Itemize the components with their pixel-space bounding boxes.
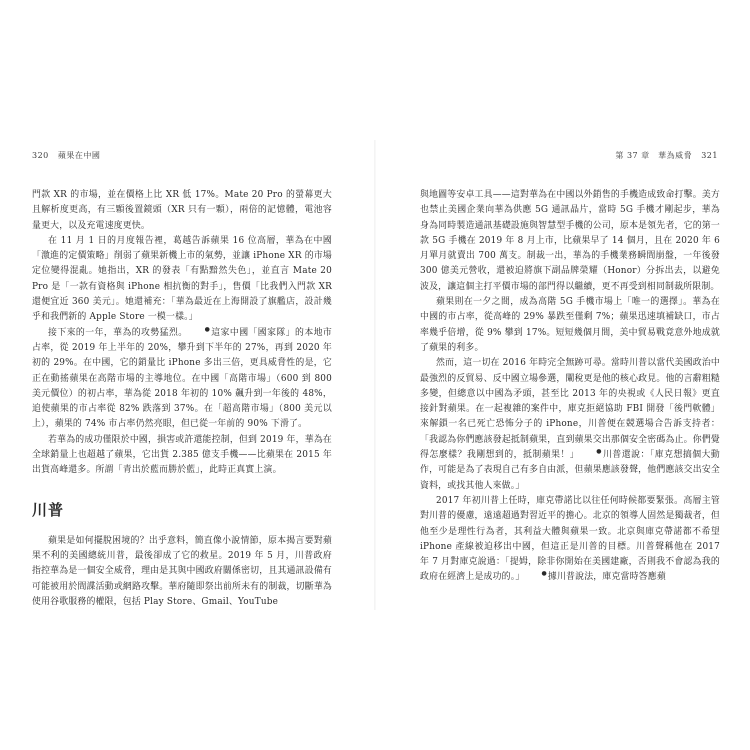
endnote-marker-icon: ● (596, 448, 602, 456)
paragraph: 若華為的成功僅限於中國，損害或許還能控制，但到 2019 年，華為在全球銷量上也超越了蘋果，它出貨 2.385 億支手機——比蘋果在 2015 年出貨高峰還多。所謂「青出於藍而勝於藍」，此時正真實上演。 (32, 434, 332, 476)
paragraph (420, 356, 720, 494)
paragraph: 蘋果則在一夕之間，成為高階 5G 手機市場上「唯一的選擇」。華為在中國的市占率，從高峰的 29% 暴跌至僅剩 7%；蘋果迅速填補缺口，市占率幾乎倍增，從 9% 攀到 17%。短短幾個月間，美中貿易戰竟意外地成就了蘋果的利多。 (420, 297, 720, 353)
right-page-body (420, 188, 720, 586)
right-running-head (615, 150, 718, 161)
section-heading: 川普 (32, 500, 65, 519)
paragraph (420, 494, 720, 586)
paragraph-text: 然而，這一切在 2016 年時完全無跡可尋。當時川普以當代美國政治中最強烈的反貿易、反中國立場參選，闡稅更是他的核心政見。他的言辭粗糙多變，但總意以中國為矛頭，甚至比 2013 年的央視或《人民日報》更直接針對蘋果。在一起複雜的案件中，庫克拒絕協助 FBI 開發「後門軟體」來解鎖一名已死亡恐怖分子的 iPhone，川普便在競選場合告訴支持者：「我認為你們應該發起抵制蘋果，直到蘋果交出那個安全密碼為止。你們覺得怎麼樣？我剛想到的，抵制蘋果！」 (420, 358, 720, 461)
left-page-number: 320 (32, 151, 49, 160)
paragraph: 在 11 月 1 日的月度報告裡，葛越告訴蘋果 16 位高層，華為在中國「激進的定價策略」削弱了蘋果新機上市的氣勢，並讓 iPhone XR 的市場定位變得混亂。她指出，XR 的發表「有點黯然失色」，並直言 Mate 20 Pro 是「一款有資格與 iPhone 相抗衡的對手」，售價「比我們入門款 XR 還便宜近 360 美元」。她還補充：「華為最近在上海開設了旗艦店，設計幾乎和我們新的 Apple Store 一模一樣。」 (32, 235, 332, 323)
paragraph: 蘋果是如何擺脫困境的？出乎意料，簡直像小說情節，原本揭言要對蘋果不利的美國總統川普，最後卻成了它的救星。2019 年 5 月，川普政府指控華為是一個安全威脅，理由是其與中國政府關係密切，且其通訊設備有可能被用於間諜活動或網路攻擊。華府隨即祭出前所未有的制裁，切斷華為使用谷歌服務的權限，包括 Play Store、Gmail、YouTube (32, 535, 332, 607)
paragraph-text-continued: 這家中國「國家隊」的本地市占率，從 2019 年上半年的 20%，攀升到下半年的 27%，再到 2020 年初的 29%。在中國，它的銷量比 iPhone 多出三倍，更具威脅性的是，它正在動搖蘋果在高階市場的主導地位。在中國「高階市場」（600 到 800 美元價位）的初占率，華為從 2018 年初的 10% 飆升到一年後的 48%，追使蘋果的市占率從 82% 跌落到 37%。在「超高階市場」（800 美元以上），蘋果的 74% 市占率仍然亮眼，但已從一年前的 90% 下滑了。 (32, 327, 333, 430)
paragraph: 門款 XR 的市場，並在價格上比 XR 低 17%。Mate 20 Pro 的螢幕更大且解析度更高，有三顆後置鏡頭（XR 只有一顆），兩倍的記憶體，電池容量更大，以及充電速度更快。 (32, 190, 332, 231)
right-running-title: 第 37 章 華為威脅 (615, 151, 693, 160)
left-running-head (32, 150, 100, 161)
endnote-marker-icon: ● (541, 570, 547, 578)
endnote-marker-icon: ● (204, 325, 211, 333)
left-running-title: 蘋果在中國 (57, 151, 101, 160)
paragraph (32, 326, 332, 433)
right-page-number: 321 (701, 151, 718, 160)
paragraph-text-continued: 據川普說法，庫克當時答應蘋 (547, 572, 666, 583)
book-gutter (374, 140, 376, 610)
paragraph-text: 2017 年初川普上任時，庫克帶諾比以往任何時候都要緊張。高層主管對川普的優慮，遠遠超過對習近平的擔心。北京的領導人固然是獨裁者，但他至少是理性行為者，其利益大體與蘋果一致。北京與庫克帶諾都不希望 iPhone 產線被迫移出中國，但這正是川普的目標。川普聲稱他在 2017 年 7 月對庫克說過：「提姆，除非你開始在美國建廠，否則我不會認為我的政府在經濟上是成功的。」 (420, 495, 720, 583)
paragraph-text: 接下來的一年，華為的攻勢猛烈。 (48, 327, 188, 338)
paragraph-text-continued: 川普還說：「庫克想搞個大動作，可能是為了表現自己有多自由派，但蘋果應該發聲，他們應該交出安全資料，或找其他人來做。」 (420, 450, 721, 491)
left-page-body (32, 188, 332, 610)
paragraph: 與地圖等安卓工具——這對華為在中國以外銷售的手機造成致命打擊。美方也禁止美國企業向華為供應 5G 通訊晶片，當時 5G 手機才剛起步，華為身為同時製造通訊基礎設施與智慧型手機的公司，原本是領先者，它的第一款 5G 手機在 2019 年 8 月上市，比蘋果早了 14 個月，且在 2020 年 6 月單月就賣出 700 萬支。制裁一出，華為的手機業務瞬間崩盤，一年後發 300 億美元營收，還被迫將旗下副品牌榮耀（Honor）分拆出去，以避免波及，讓這個主打平價市場的部門得以繼續，更不再受到相同制裁所限制。 (420, 190, 720, 292)
